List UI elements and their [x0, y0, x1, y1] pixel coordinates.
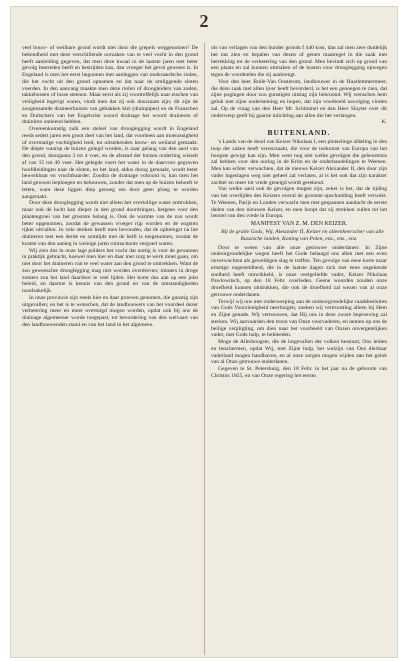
paragraph: 's Lands van de dood van Keizer Nikolaas I, een plotselinge afdeling in den loop der zaken heeft veroorzaakt, die voor de toekomst van Europa van het hoogste gewigt kan zijn. Men weet nog niet welke gevolgen die gebeurtenis zal hebben voor den oorlog in de Krim en de onderhandelingen te Weenen. Men kan echter verwachten, dat de nieuwe Keizer Alexander II, den door zijn vader ingeslagen weg niet geheel zal verlaten, al is het ook dat zijn karakter zachter en meer tot vrede geneigd wordt gerekend.	[211, 139, 387, 186]
paragraph: veel bouw- of weilbare grond wordt niet door die grepels weggenomen? De bekendheid met deze verschillende oorzaken van te veel vocht in den grond heeft aanleiding gegeven, dat men deze kwaal in de laatste jaren met beter gevolg bestreden heeft en bestrijden kan, dan vroeger het geval geweest is. In Engeland is men het eerst begonnen met aanleggen van onderaardsche riolen, die het vocht uit den grond opnamen en dat naar de omliggende sloten voerden. In den aanvang maakte men deze riolen of droogleiders van zoden, takkebossen of losse steenen. Maar eerst als zij voortreffelijk naar eischen van veiligheid ingerigt waren, vindt men dat zij ook duurzaam zijn; dit zijn de zoogenaamde draineerbuizen van gebakken klei (drainpipes) en de Franschen en Duitschers van het Engelsche woord drainage het woord draineren of drainiren ontleend hebben.	[22, 45, 198, 126]
manifest-heading: MANIFEST VAN Z. M. DEN KEIZER.	[250, 221, 348, 227]
paragraph: Moge de Allerhoogste, die de lotgevallen der volken bestuurt, Ons leiden en beschermen, opdat Wij, met Zijne hulp, het welzijn van Ons dierbaar vaderland mogen handhaven, en al onze zorgen mogen wijden aan het geluk van al Onze getrouwe onderdanen.	[211, 339, 387, 366]
column-divider	[204, 43, 205, 655]
left-column	[22, 45, 198, 329]
paragraph: Overeenkomstig zulk een stelsel van drooglegging wordt in Engeland reeds sedert jaren een groot deel van het land, dat voorheen aan moerassigheid of overmatige vochtigheid leed, tot uitstekenden bouw- en weiland gemaakt. De diepte waarop de buizen gelegd worden, is naar gelang van den aard van den grond, doorgaans 3 tot 4 voet, en de afstand der buizen onderling wisselt af van 15 tot 40 voet. Het gelegde voert het water in de daarvoor gegraven hoofdleidingen naar de sloten, en het land, aldus droog gemaakt, wordt beter bewerkbaar en vruchtbaarder. Zoodra de drainage voltooid is, kan men het land gewoon beploegen en bebouwen, zonder dat men op de buizen behoeft te letten, want deze liggen diep genoeg om door geen ploeg te worden aangeraakt.	[22, 126, 198, 200]
paragraph: Door te weten van alle onze getrouwe onderdanen: In Zijne ondoorgrondelijke wegen heeft het Gode behaagd ons allen met een even onverwachten als geweldigen slag te treffen. Ten gevolge van eene korte maar ernstige ongesteldheid, die in de laatste dagen zich met eene ongekende snelheid heeft ontwikkeld, is onze veelgeliefde vader, Keizer Nikolaas Pawlowitsch, op den 18 Febr. overleden. Geene woorden zouden onze droefheid kunnen uitdrukken, die ook de droefheid zal wezen van al onze getrouwe onderdanen.	[211, 244, 387, 298]
newspaper-page	[10, 6, 398, 658]
section-heading: BUITENLAND.	[267, 128, 331, 137]
manifest-subheading: Bij de gratie Gods, Wij, Alexander II, Keizer en alleenheerscher van alle Russische landen, Koning van Polen, enz., enz., enz.	[221, 229, 384, 242]
right-column	[211, 45, 387, 380]
paragraph: Voor den heer Bolle-Van Oosterom, landbouwer in de Haarlemmermeer, die deze zaak met allen ijver heeft bevorderd, is het een genoegen te zien, dat zijne pogingen door zoo gunstigen uitslag zijn bekroond. Wij wenschen hem geluk met zijne onderneming en hopen, dat zijn voorbeeld navolging vinden zal. Op de vraag van den Heer Mr. Schimmel en den Heer Sluyter over dit onderwerp geeft hij gaarne inlichting aan allen die het verlangen.	[211, 78, 387, 119]
paragraph: Van welke aard ook de gevolgen mogen zijn, zeker is het, dat de tijding van het overlijden des Keizers overal de grootste opschudding heeft verwekt. Te Weenen, Parijs en Londen verwacht men met gespannen aandacht de eerste daden van den nieuwen Keizer, en men hoopt dat zij strekken zullen tot het herstel van den vrede in Europa.	[211, 186, 387, 220]
paragraph: Door deze drooglegging wordt niet alleen het overtollige water onttrokken, maar ook de lucht kan dieper in den grond doordringen, hetgeen voor den plantengroei van het grootste belang is. Ook de warmte van de zon wordt beter opgenomen, zoodat de gewassen vroeger rijp worden en de oogsten rijker uitvallen. In vele streken heeft men bevonden, dat de opbrengst na het draineren met een derde en somtijds met de helft is toegenomen, zoodat de kosten van den aanleg in weinige jaren ruimschoots vergoed waren.	[22, 200, 198, 247]
paragraph: In onze provincie zijn reeds hier en daar proeven genomen, die gunstig zijn uitgevallen; en het is te wenschen, dat de landbouwers van het voordeel dezer verbetering meer en meer overtuigd mogen worden, opdat ook bij ons de drainage algemeener worde toegepast, tot bevordering van den welvaart van den landbouwenden stand en van het land in het algemeen.	[22, 294, 198, 328]
signature: K.	[381, 119, 387, 126]
paragraph: Terwijl wij ons met onderwerping aan de ondoorgrondelijke raadsbesluiten van Gods Voorzienigheid neerbuigen, zoeken wij vertroosting alleen bij Hem en Zijne genade. Wij vertrouwen, dat Hij ons in deze zware beproeving zal sterken. Wij aanvaarden den troon van Onze voorvaderen, en nemen op ons de heilige verpligting, om dien naar het voorbeeld van Onzen onvergetelijken vader, met Gods hulp, te bekleeden.	[211, 298, 387, 339]
paragraph: Gegeven te St. Petersburg, den 18 Febr. in het jaar na de geboorte van Christus 1855, en van Onze regering het eerste.	[211, 366, 387, 379]
page-number: 2	[199, 11, 209, 31]
paragraph: Wij zien dus in onze lage polders het vocht dat nuttig is voor de gewassen in praktijk gebracht, hoewel men hier en daar met zorg te werk moet gaan, om niet door het draineren van te veel water aan den grond te onttrekken. Want de zoo gewenschte drooglegging mag niet worden overdreven; immers in droge zomers zou het land daardoor te veel lijden. Het komt dus aan op een juist beleid, en daartoe is kennis van den grond en van de omstandigheden noodzakelijk.	[22, 247, 198, 294]
paragraph: ols van verlagen van den bunder gronds f 440 kost, dan zal men zeer duidelijk het nut zien en bepalen van dezen of genen maatregel in die zaak met betrekking tot de verbetering van den grond. Men bevindt zich op grond van een plaats en zal kunnen uitmaken of de kosten voor drooglegging opwegen tegen de voordeelen die zij aanbrengt.	[211, 45, 387, 78]
